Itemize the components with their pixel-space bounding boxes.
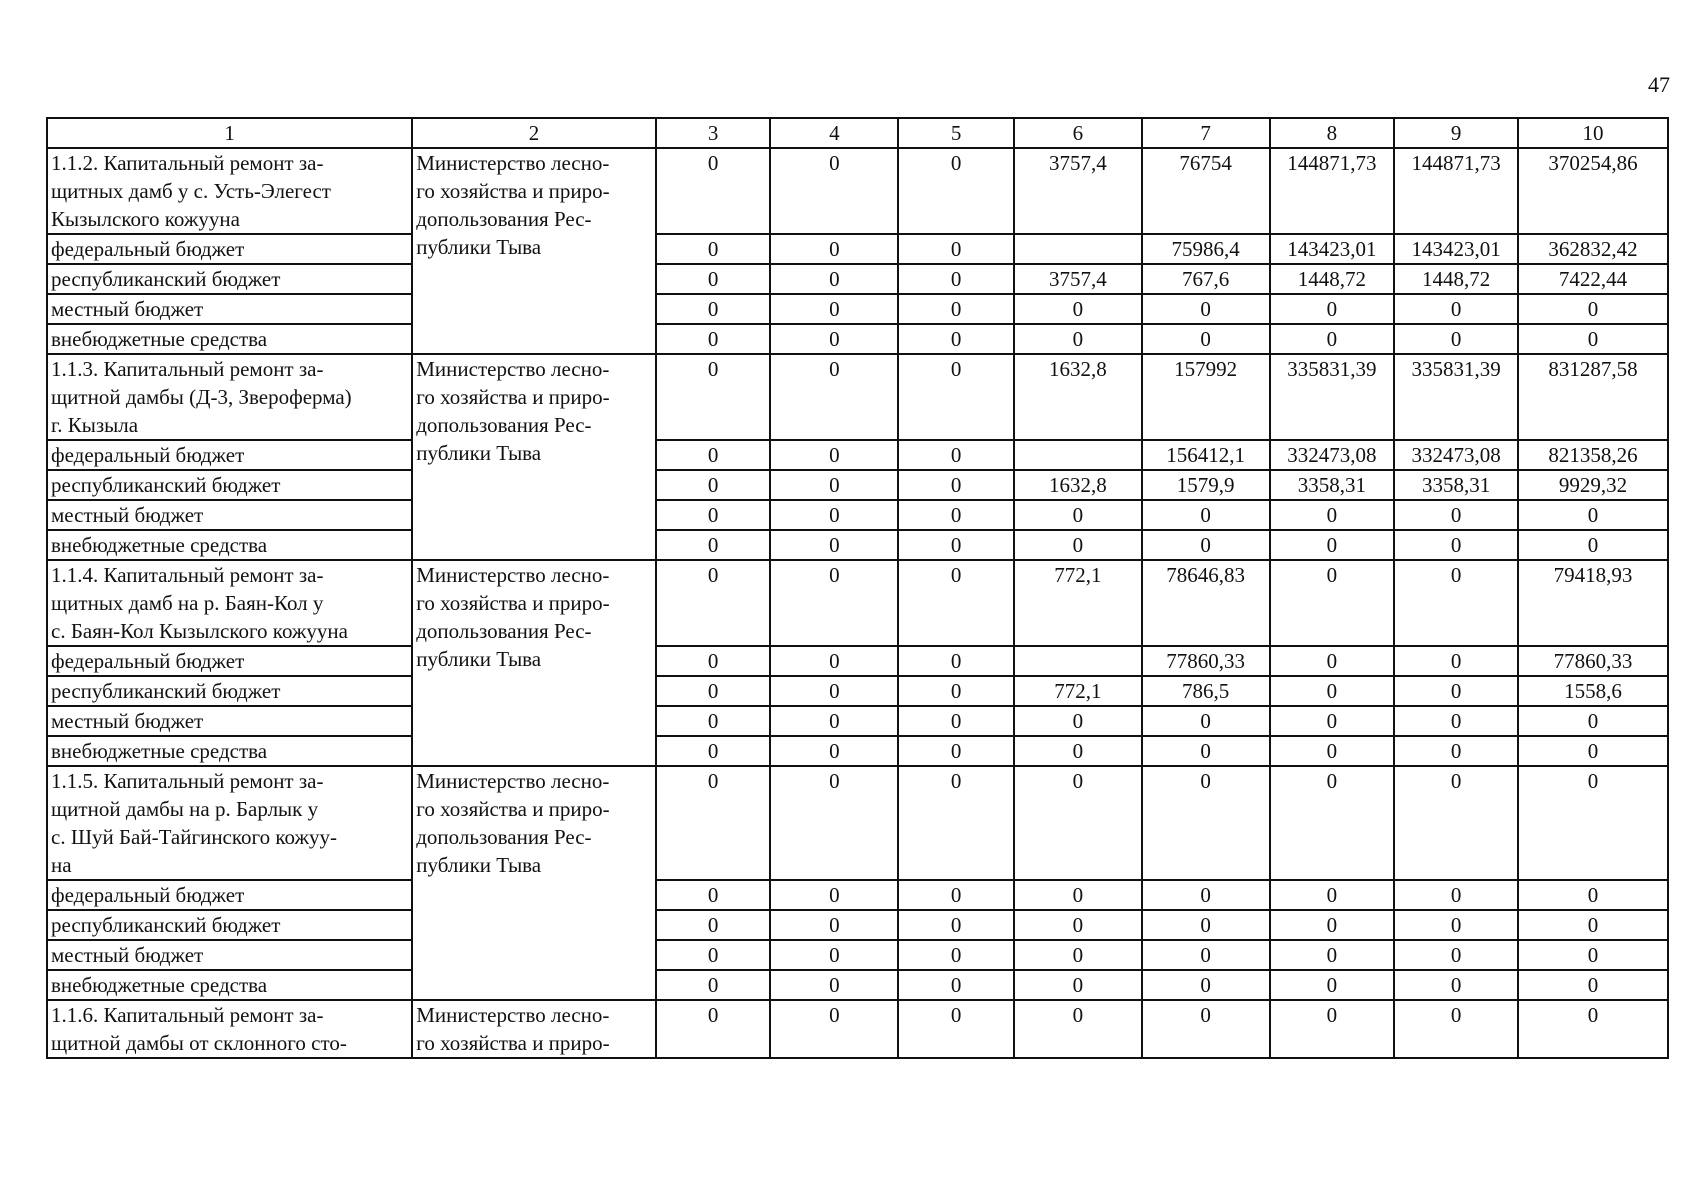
total-value: 772,1: [1014, 560, 1142, 646]
budget-source-label: местный бюджет: [47, 294, 412, 324]
budget-value: 0: [770, 234, 898, 264]
budget-source-label: федеральный бюджет: [47, 646, 412, 676]
col-header: 9: [1394, 118, 1518, 148]
budget-value: 0: [1518, 880, 1668, 910]
budget-source-row: [47, 676, 1668, 706]
budget-source-row: [47, 470, 1668, 500]
budget-value: 0: [1518, 940, 1668, 970]
budget-value: 1448,72: [1394, 264, 1518, 294]
budget-value: 0: [1270, 706, 1395, 736]
total-value: 0: [656, 1000, 771, 1058]
budget-value: 0: [770, 470, 898, 500]
budget-value: 0: [656, 470, 771, 500]
responsible-org-line: го хозяйства и приро-: [416, 385, 610, 409]
budget-value: 0: [770, 264, 898, 294]
budget-value: 0: [898, 910, 1014, 940]
section-title-line: щитной дамбы на р. Барлык у: [51, 797, 319, 821]
responsible-org-line: Министерство лесно-: [416, 151, 610, 175]
budget-value: 75986,4: [1142, 234, 1270, 264]
budget-value: 9929,32: [1518, 470, 1668, 500]
budget-value: 362832,42: [1518, 234, 1668, 264]
budget-value: [1014, 646, 1142, 676]
responsible-org: [412, 1000, 656, 1058]
responsible-org-line: публики Тыва: [416, 647, 542, 671]
budget-value: 0: [898, 880, 1014, 910]
budget-value: 0: [1394, 880, 1518, 910]
budget-value: 0: [1394, 294, 1518, 324]
budget-value: 0: [1270, 500, 1395, 530]
budget-value: 77860,33: [1518, 646, 1668, 676]
total-value: 0: [770, 766, 898, 880]
total-value: 76754: [1142, 148, 1270, 234]
budget-value: 0: [1394, 646, 1518, 676]
budget-value: 0: [898, 940, 1014, 970]
section-total-row: [47, 766, 1668, 880]
section-title: [47, 148, 412, 234]
budget-value: 0: [1142, 706, 1270, 736]
section-title-line: щитной дамбы (Д-3, Звероферма): [51, 385, 352, 409]
budget-value: 0: [1142, 970, 1270, 1000]
budget-source-label: федеральный бюджет: [47, 880, 412, 910]
total-value: 0: [770, 148, 898, 234]
budget-value: 0: [656, 530, 771, 560]
total-value: 0: [1394, 560, 1518, 646]
budget-value: 0: [1518, 970, 1668, 1000]
budget-value: 0: [1014, 324, 1142, 354]
budget-source-row: [47, 970, 1668, 1000]
section-title-line: 1.1.2. Капитальный ремонт за-: [51, 151, 324, 175]
col-header: 8: [1270, 118, 1395, 148]
budget-value: 0: [1270, 910, 1395, 940]
responsible-org-line: допользования Рес-: [416, 207, 592, 231]
section-title-line: с. Баян-Кол Кызылского кожууна: [51, 619, 348, 643]
budget-value: 0: [898, 324, 1014, 354]
budget-source-row: [47, 440, 1668, 470]
section-title-line: 1.1.4. Капитальный ремонт за-: [51, 563, 324, 587]
budget-value: 1448,72: [1270, 264, 1395, 294]
budget-value: 0: [1142, 530, 1270, 560]
budget-value: 786,5: [1142, 676, 1270, 706]
budget-value: 143423,01: [1270, 234, 1395, 264]
total-value: 0: [656, 354, 771, 440]
responsible-org-line: го хозяйства и приро-: [416, 797, 610, 821]
budget-source-row: [47, 910, 1668, 940]
budget-source-row: [47, 264, 1668, 294]
budget-value: 0: [770, 736, 898, 766]
budget-value: 0: [656, 294, 771, 324]
budget-value: 0: [770, 970, 898, 1000]
section-title: [47, 354, 412, 440]
budget-source-label: республиканский бюджет: [47, 676, 412, 706]
budget-value: 0: [1142, 940, 1270, 970]
budget-value: 0: [770, 940, 898, 970]
budget-value: 0: [1394, 910, 1518, 940]
budget-source-label: местный бюджет: [47, 706, 412, 736]
total-value: 0: [770, 560, 898, 646]
budget-value: 0: [656, 234, 771, 264]
budget-source-label: местный бюджет: [47, 940, 412, 970]
budget-value: 0: [656, 324, 771, 354]
budget-value: 0: [656, 500, 771, 530]
budget-value: 0: [898, 646, 1014, 676]
responsible-org-line: го хозяйства и приро-: [416, 1031, 610, 1055]
section-title-line: с. Шуй Бай-Тайгинского кожуу-: [51, 825, 337, 849]
total-value: 0: [1142, 766, 1270, 880]
section-total-row: [47, 560, 1668, 646]
section-title-line: щитных дамб у с. Усть-Элегест: [51, 179, 331, 203]
budget-value: 0: [1014, 294, 1142, 324]
budget-value: 0: [656, 676, 771, 706]
budget-value: 0: [898, 970, 1014, 1000]
budget-value: 0: [1014, 940, 1142, 970]
col-header: 7: [1142, 118, 1270, 148]
budget-value: 0: [898, 234, 1014, 264]
budget-source-row: [47, 706, 1668, 736]
total-value: 0: [656, 766, 771, 880]
budget-value: 0: [1142, 294, 1270, 324]
budget-value: 0: [656, 440, 771, 470]
section-title-line: щитных дамб на р. Баян-Кол у: [51, 591, 324, 615]
col-header: 10: [1518, 118, 1668, 148]
responsible-org: [412, 354, 656, 560]
col-header: 1: [47, 118, 412, 148]
total-value: 335831,39: [1270, 354, 1395, 440]
budget-table: [46, 117, 1669, 1059]
budget-source-row: [47, 234, 1668, 264]
budget-value: 0: [898, 736, 1014, 766]
budget-value: 77860,33: [1142, 646, 1270, 676]
budget-value: 0: [1394, 676, 1518, 706]
total-value: 144871,73: [1270, 148, 1395, 234]
budget-value: 0: [898, 706, 1014, 736]
budget-source-row: [47, 324, 1668, 354]
budget-value: 0: [1518, 736, 1668, 766]
budget-value: 0: [1518, 530, 1668, 560]
responsible-org-line: публики Тыва: [416, 235, 542, 259]
col-header: 5: [898, 118, 1014, 148]
budget-value: 0: [1270, 530, 1395, 560]
section-title-line: г. Кызыла: [51, 413, 139, 437]
budget-value: 332473,08: [1394, 440, 1518, 470]
budget-value: 0: [1142, 880, 1270, 910]
budget-value: 0: [1394, 736, 1518, 766]
total-value: 157992: [1142, 354, 1270, 440]
budget-value: 1632,8: [1014, 470, 1142, 500]
budget-value: 0: [1142, 910, 1270, 940]
budget-value: 0: [1014, 910, 1142, 940]
budget-value: 156412,1: [1142, 440, 1270, 470]
total-value: 0: [898, 560, 1014, 646]
budget-value: 0: [1014, 880, 1142, 910]
section-title-line: 1.1.5. Капитальный ремонт за-: [51, 769, 324, 793]
budget-source-row: [47, 530, 1668, 560]
responsible-org-line: публики Тыва: [416, 441, 542, 465]
responsible-org-line: Министерство лесно-: [416, 769, 610, 793]
responsible-org-line: допользования Рес-: [416, 825, 592, 849]
budget-source-label: республиканский бюджет: [47, 910, 412, 940]
budget-value: 0: [1270, 940, 1395, 970]
section-total-row: [47, 148, 1668, 234]
budget-value: 0: [1518, 294, 1668, 324]
budget-value: 0: [656, 940, 771, 970]
budget-value: 0: [1142, 736, 1270, 766]
total-value: 79418,93: [1518, 560, 1668, 646]
budget-source-label: внебюджетные средства: [47, 970, 412, 1000]
section-title: [47, 560, 412, 646]
total-value: 0: [898, 148, 1014, 234]
budget-source-label: внебюджетные средства: [47, 530, 412, 560]
total-value: 0: [1142, 1000, 1270, 1058]
budget-source-row: [47, 646, 1668, 676]
budget-value: 0: [1270, 736, 1395, 766]
section-title-line: щитной дамбы от склонного сто-: [51, 1031, 347, 1055]
budget-value: 0: [770, 880, 898, 910]
total-value: 0: [1014, 766, 1142, 880]
budget-value: 0: [656, 970, 771, 1000]
budget-value: 0: [1270, 970, 1395, 1000]
total-value: 0: [1518, 1000, 1668, 1058]
total-value: 0: [898, 354, 1014, 440]
col-header: 6: [1014, 118, 1142, 148]
budget-source-label: республиканский бюджет: [47, 470, 412, 500]
budget-value: 821358,26: [1518, 440, 1668, 470]
budget-value: 0: [770, 530, 898, 560]
budget-value: 0: [1014, 706, 1142, 736]
table-body: [47, 118, 1668, 1058]
responsible-org-line: Министерство лесно-: [416, 1003, 610, 1027]
budget-value: 0: [1394, 530, 1518, 560]
total-value: 0: [1270, 1000, 1395, 1058]
budget-value: 143423,01: [1394, 234, 1518, 264]
budget-value: 0: [898, 294, 1014, 324]
budget-value: 0: [1014, 530, 1142, 560]
total-value: 335831,39: [1394, 354, 1518, 440]
responsible-org: [412, 148, 656, 354]
section-title-line: 1.1.6. Капитальный ремонт за-: [51, 1003, 324, 1027]
budget-value: 0: [898, 530, 1014, 560]
budget-value: 3358,31: [1270, 470, 1395, 500]
budget-value: 0: [656, 264, 771, 294]
budget-source-label: внебюджетные средства: [47, 736, 412, 766]
responsible-org-line: допользования Рес-: [416, 413, 592, 437]
budget-value: 0: [770, 500, 898, 530]
budget-value: 0: [656, 646, 771, 676]
budget-source-row: [47, 294, 1668, 324]
budget-value: 0: [1394, 324, 1518, 354]
budget-value: 0: [1518, 910, 1668, 940]
total-value: 0: [770, 1000, 898, 1058]
total-value: 0: [1014, 1000, 1142, 1058]
budget-value: 1558,6: [1518, 676, 1668, 706]
budget-value: 0: [656, 880, 771, 910]
budget-source-row: [47, 736, 1668, 766]
budget-value: 0: [1014, 970, 1142, 1000]
budget-value: 0: [770, 440, 898, 470]
budget-value: 0: [1270, 880, 1395, 910]
total-value: 0: [770, 354, 898, 440]
responsible-org: [412, 766, 656, 1000]
budget-value: 0: [898, 500, 1014, 530]
section-title-line: на: [51, 853, 72, 877]
budget-value: 0: [898, 440, 1014, 470]
budget-value: 1579,9: [1142, 470, 1270, 500]
total-value: 831287,58: [1518, 354, 1668, 440]
budget-source-label: федеральный бюджет: [47, 234, 412, 264]
budget-source-label: внебюджетные средства: [47, 324, 412, 354]
total-value: 0: [656, 560, 771, 646]
total-value: 144871,73: [1394, 148, 1518, 234]
section-title-line: Кызылского кожууна: [51, 207, 240, 231]
section-title: [47, 766, 412, 880]
budget-value: 0: [1394, 940, 1518, 970]
budget-value: 3757,4: [1014, 264, 1142, 294]
budget-source-row: [47, 940, 1668, 970]
total-value: 0: [1518, 766, 1668, 880]
budget-value: 772,1: [1014, 676, 1142, 706]
col-header: 2: [412, 118, 656, 148]
page-number: 47: [1648, 72, 1670, 97]
budget-value: 0: [1270, 294, 1395, 324]
budget-value: 0: [898, 264, 1014, 294]
total-value: 3757,4: [1014, 148, 1142, 234]
budget-value: 0: [898, 676, 1014, 706]
total-value: 0: [656, 148, 771, 234]
budget-value: 0: [770, 324, 898, 354]
budget-value: 0: [1518, 500, 1668, 530]
budget-source-label: федеральный бюджет: [47, 440, 412, 470]
budget-value: 0: [770, 676, 898, 706]
total-value: 0: [1270, 560, 1395, 646]
responsible-org: [412, 560, 656, 766]
budget-value: [1014, 440, 1142, 470]
budget-value: 767,6: [1142, 264, 1270, 294]
budget-source-row: [47, 880, 1668, 910]
section-title: [47, 1000, 412, 1058]
responsible-org-line: допользования Рес-: [416, 619, 592, 643]
total-value: 0: [1394, 766, 1518, 880]
budget-value: 0: [1518, 324, 1668, 354]
header-row: [47, 118, 1668, 148]
responsible-org-line: публики Тыва: [416, 853, 542, 877]
budget-value: 0: [770, 706, 898, 736]
budget-value: 0: [1394, 500, 1518, 530]
budget-value: 0: [1270, 676, 1395, 706]
budget-source-row: [47, 500, 1668, 530]
section-title-line: 1.1.3. Капитальный ремонт за-: [51, 357, 324, 381]
budget-value: 0: [1394, 706, 1518, 736]
budget-source-label: республиканский бюджет: [47, 264, 412, 294]
budget-value: 0: [656, 706, 771, 736]
total-value: 370254,86: [1518, 148, 1668, 234]
budget-value: 332473,08: [1270, 440, 1395, 470]
budget-value: 3358,31: [1394, 470, 1518, 500]
budget-value: 7422,44: [1518, 264, 1668, 294]
budget-value: 0: [770, 646, 898, 676]
total-value: 0: [898, 766, 1014, 880]
budget-value: 0: [1014, 500, 1142, 530]
budget-value: 0: [770, 294, 898, 324]
budget-value: 0: [770, 910, 898, 940]
total-value: 0: [1394, 1000, 1518, 1058]
col-header: 3: [656, 118, 771, 148]
budget-value: 0: [1270, 324, 1395, 354]
total-value: 0: [898, 1000, 1014, 1058]
responsible-org-line: го хозяйства и приро-: [416, 179, 610, 203]
total-value: 1632,8: [1014, 354, 1142, 440]
responsible-org-line: Министерство лесно-: [416, 357, 610, 381]
budget-value: 0: [656, 736, 771, 766]
budget-value: [1014, 234, 1142, 264]
section-total-row: [47, 354, 1668, 440]
budget-value: 0: [898, 470, 1014, 500]
budget-value: 0: [1014, 736, 1142, 766]
budget-value: 0: [1142, 500, 1270, 530]
section-total-row: [47, 1000, 1668, 1058]
total-value: 78646,83: [1142, 560, 1270, 646]
budget-source-label: местный бюджет: [47, 500, 412, 530]
responsible-org-line: Министерство лесно-: [416, 563, 610, 587]
budget-value: 0: [1518, 706, 1668, 736]
budget-value: 0: [656, 910, 771, 940]
budget-value: 0: [1394, 970, 1518, 1000]
col-header: 4: [770, 118, 898, 148]
total-value: 0: [1270, 766, 1395, 880]
responsible-org-line: го хозяйства и приро-: [416, 591, 610, 615]
budget-value: 0: [1270, 646, 1395, 676]
budget-value: 0: [1142, 324, 1270, 354]
